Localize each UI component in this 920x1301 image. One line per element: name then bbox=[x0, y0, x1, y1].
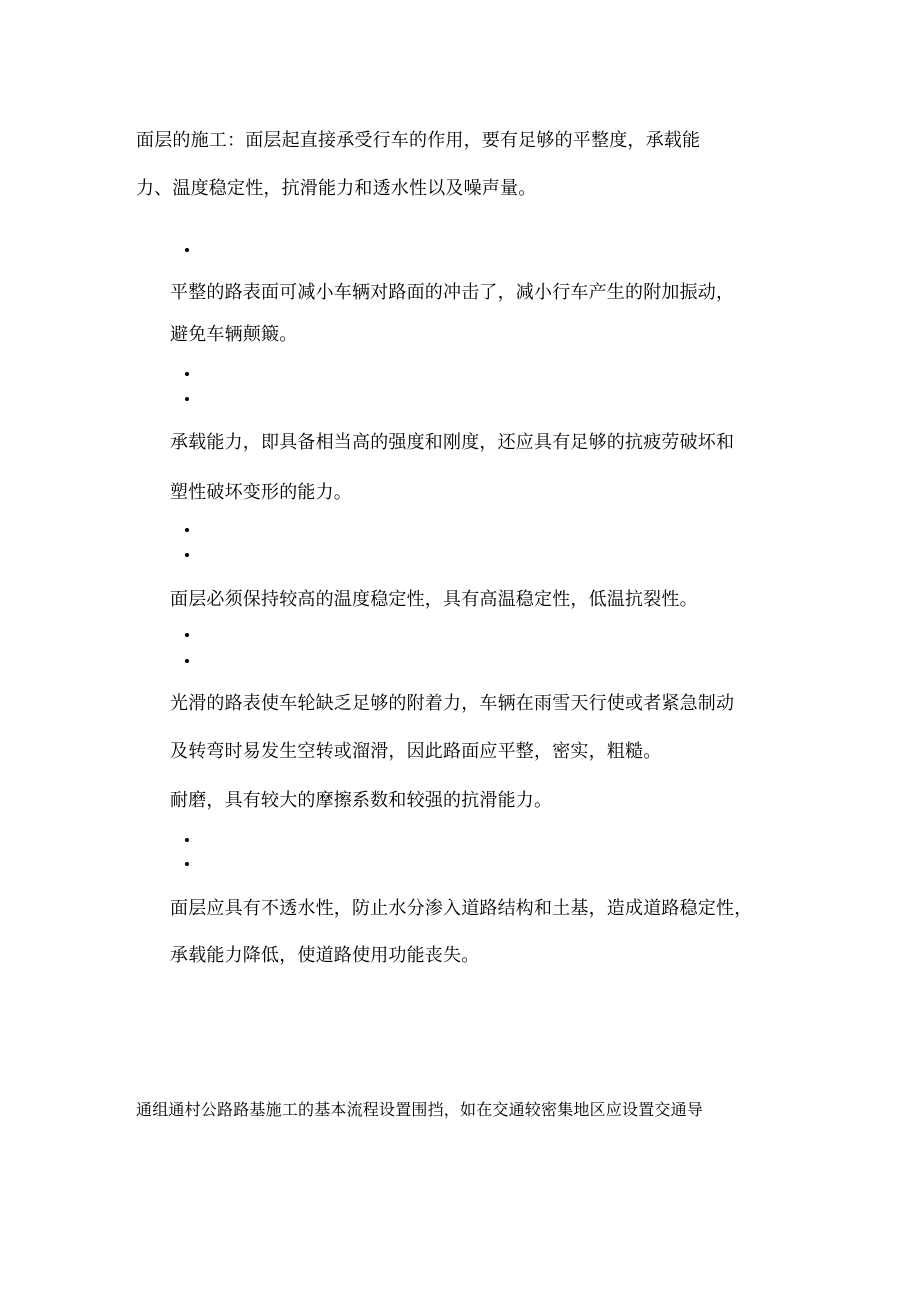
footer-line-1: 通组通村公路路基施工的基本流程设置围挡，如在交通较密集地区应设置交通导 bbox=[136, 1100, 704, 1119]
bullet-dot bbox=[185, 372, 189, 376]
bullet-dot bbox=[185, 633, 189, 637]
intro-line-2: 力、温度稳定性，抗滑能力和透水性以及噪声量。 bbox=[136, 178, 537, 199]
flatness-line-2: 避免车辆颠簸。 bbox=[170, 324, 298, 345]
bullet-dot bbox=[185, 553, 189, 557]
temperature-line-1: 面层必须保持较高的温度稳定性，具有高温稳定性，低温抗裂性。 bbox=[170, 589, 698, 610]
bullet-dot bbox=[185, 862, 189, 866]
permeability-line-2: 承载能力降低，使道路使用功能丧失。 bbox=[170, 945, 480, 966]
bullet-dot bbox=[185, 248, 189, 252]
bearing-line-1: 承载能力，即具备相当高的强度和刚度，还应具有足够的抗疲劳破坏和 bbox=[170, 432, 735, 453]
flatness-line-1: 平整的路表面可减小车辆对路面的冲击了，减小行车产生的附加振动， bbox=[170, 282, 735, 303]
bullet-dot bbox=[185, 528, 189, 532]
skid-line-1: 光滑的路表使车轮缺乏足够的附着力，车辆在雨雪天行使或者紧急制动 bbox=[170, 693, 735, 714]
bullet-dot bbox=[185, 659, 189, 663]
intro-line-1: 面层的施工：面层起直接承受行车的作用，要有足够的平整度，承载能 bbox=[136, 130, 701, 151]
bearing-line-2: 塑性破坏变形的能力。 bbox=[170, 482, 352, 503]
bullet-dot bbox=[185, 838, 189, 842]
skid-line-3: 耐磨，具有较大的摩擦系数和较强的抗滑能力。 bbox=[170, 790, 553, 811]
bullet-dot bbox=[185, 397, 189, 401]
skid-line-2: 及转弯时易发生空转或溜滑，因此路面应平整，密实，粗糙。 bbox=[170, 741, 662, 762]
permeability-line-1: 面层应具有不透水性，防止水分渗入道路结构和土基，造成道路稳定性， bbox=[170, 898, 753, 919]
